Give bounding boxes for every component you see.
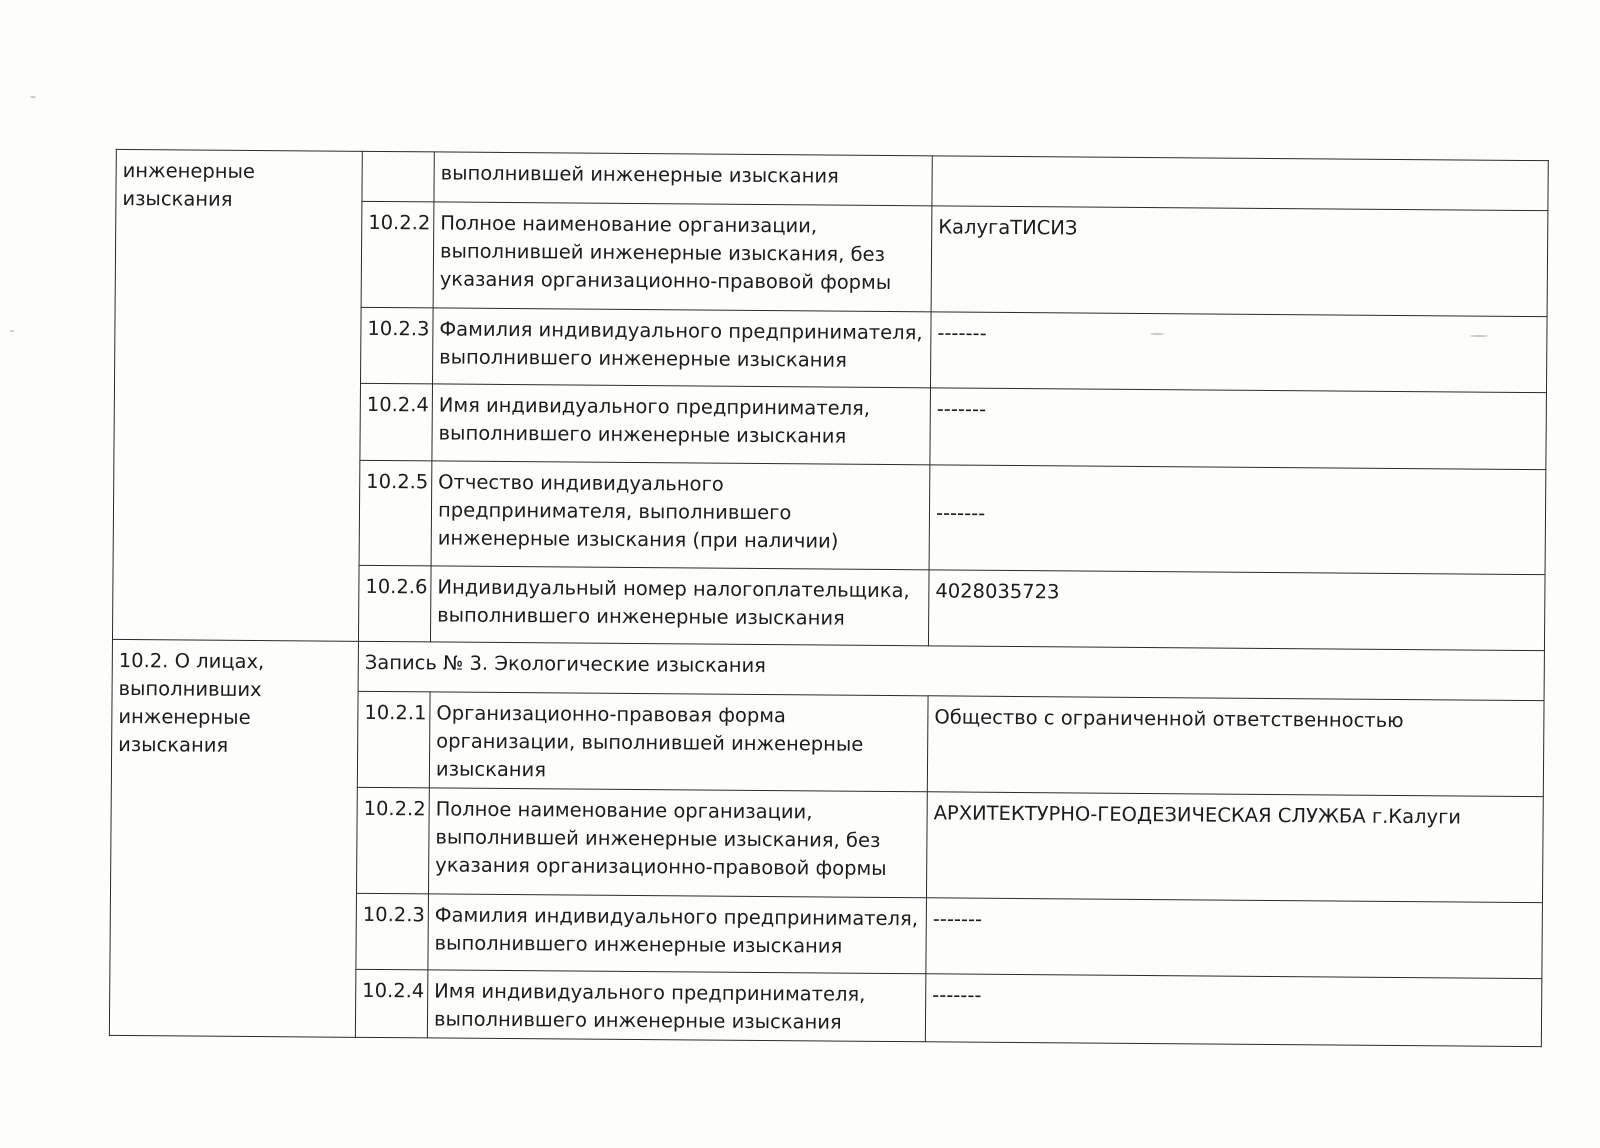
scan-speck [10,330,14,332]
row-label: Фамилия индивидуального предпринимателя, выполнившего инженерные изыскания [432,308,931,388]
row-value: ------- [929,465,1546,575]
row-label: Организационно-правовая форма организации, выполнившей инженерные изыскания [429,692,928,792]
row-value: ------- [926,898,1543,979]
row-number: 10.2.3 [356,893,429,970]
row-number: 10.2.6 [358,565,431,642]
row-value: Общество с ограниченной ответственностью [927,696,1544,797]
row-value: ------- [925,974,1542,1047]
row-label: Имя индивидуального предпринимателя, выполнившего инженерные изыскания [432,384,931,465]
row-label: Индивидуальный номер налогоплательщика, выполнившего инженерные изыскания [430,566,929,646]
scan-speck [1470,335,1488,337]
row-label: Имя индивидуального предпринимателя, выполнившего инженерные изыскания [427,970,926,1042]
row-value: ------- [930,388,1547,470]
row-number [362,151,434,202]
section-title: 10.2. О лицах, выполнивших инженерные изыскания [109,639,358,1037]
row-number: 10.2.2 [361,201,434,308]
engineering-surveys-table [109,149,1549,1047]
row-value: КалугаТИСИЗ [931,206,1548,317]
table-row [116,149,1548,210]
row-value: ------- [930,312,1547,393]
row-label: Фамилия индивидуального предпринимателя, выполнившего инженерные изыскания [428,894,927,974]
row-label: Полное наименование организации, выполнившей инженерные изыскания, без указания организационно-правовой формы [433,202,932,312]
row-label: Полное наименование организации, выполнившей инженерные изыскания, без указания организационно-правовой формы [428,788,927,898]
row-value [932,156,1548,211]
scan-speck [30,96,36,98]
row-label: Отчество индивидуального предпринимателя, выполнившего инженерные изыскания (при наличии) [431,461,930,570]
row-number: 10.2.4 [355,969,428,1038]
row-number: 10.2.5 [359,460,432,566]
row-number: 10.2.1 [357,691,430,788]
row-value: 4028035723 [928,570,1545,651]
row-label: выполнившей инженерные изыскания [434,152,932,206]
table-row [112,639,1544,700]
scan-speck [1150,333,1164,335]
row-number: 10.2.4 [360,383,433,461]
row-number: 10.2.2 [356,787,429,894]
record-header: Запись № 3. Экологические изыскания [358,641,1544,700]
row-value: АРХИТЕКТУРНО-ГЕОДЕЗИЧЕСКАЯ СЛУЖБА г.Калуги [926,792,1543,903]
row-number: 10.2.3 [361,307,434,384]
section-title-continued: инженерные изыскания [112,149,362,641]
